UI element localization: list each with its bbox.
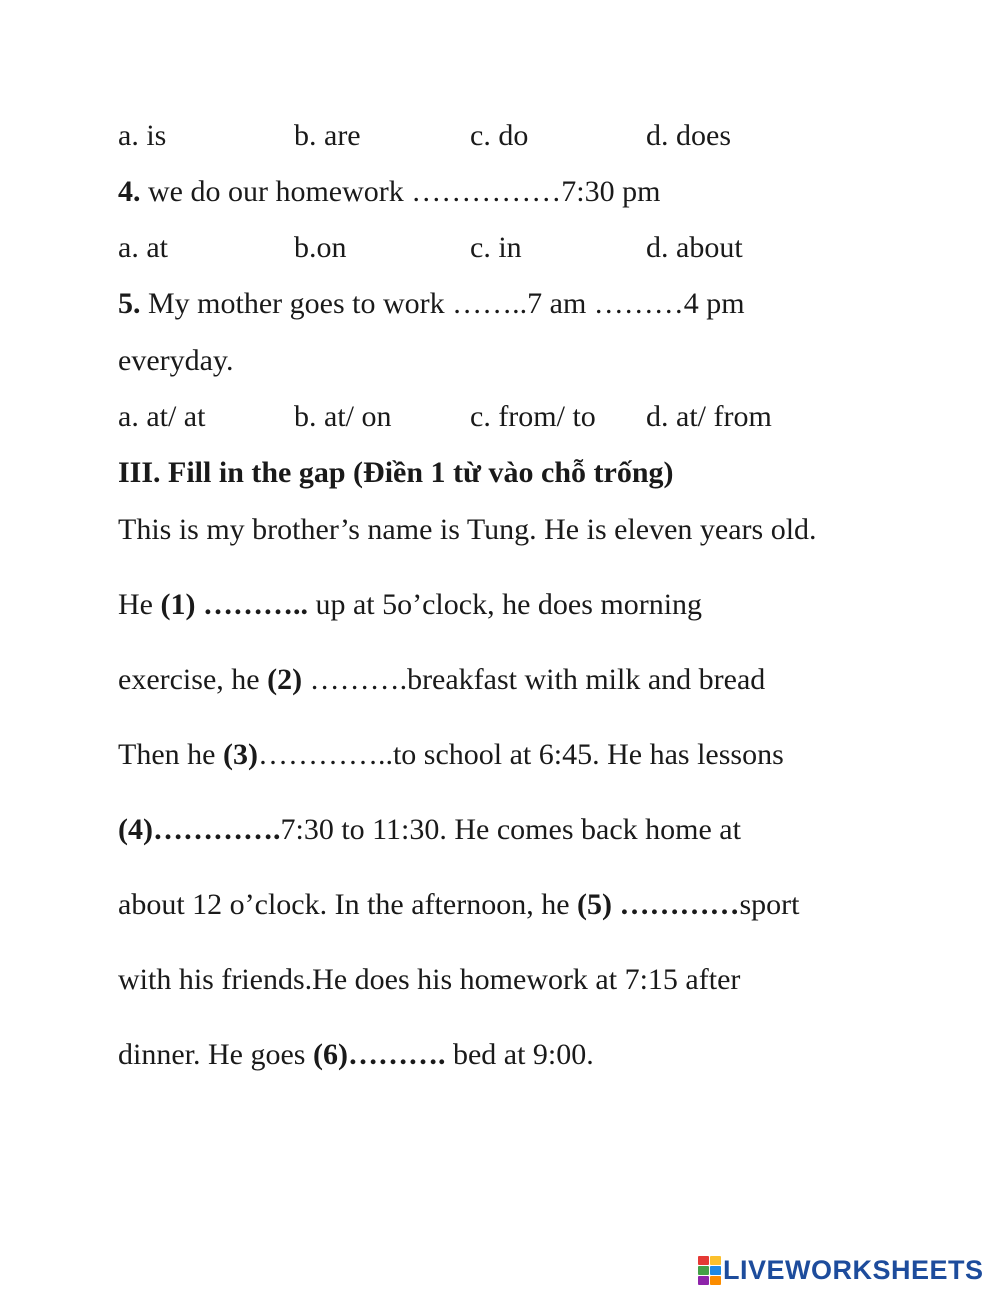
logo-text: LIVEWORKSHEETS xyxy=(723,1254,984,1285)
question-5-cont: everyday. xyxy=(118,344,234,377)
question-text: My mother goes to work ……..7 am ………4 pm xyxy=(140,287,745,320)
passage-line-5 xyxy=(118,812,741,848)
question-number: 5. xyxy=(118,287,141,320)
passage-text: dinner. He goes xyxy=(118,1038,313,1071)
blank-5[interactable]: (5) ………… xyxy=(577,888,740,921)
option-a[interactable]: a. is xyxy=(118,119,167,152)
option-c[interactable]: c. in xyxy=(470,231,522,264)
option-a[interactable]: a. at/ at xyxy=(118,400,206,433)
passage-text: exercise, he xyxy=(118,663,268,696)
option-b[interactable]: b. are xyxy=(294,119,361,152)
passage-text: up at 5o’clock, he does morning xyxy=(307,588,703,621)
passage-line-4 xyxy=(118,737,784,773)
passage-text: ……….breakfast with milk and bread xyxy=(302,663,766,696)
question-text: we do our homework ……………7:30 pm xyxy=(140,175,661,208)
question-4 xyxy=(118,174,660,210)
passage-text: about 12 o’clock. In the afternoon, he xyxy=(118,888,578,921)
blank-1[interactable]: (1) ……….. xyxy=(160,588,308,621)
passage-line-6 xyxy=(118,887,800,923)
liveworksheets-logo[interactable] xyxy=(698,1252,984,1288)
passage-line-1: This is my brother’s name is Tung. He is eleven years old. xyxy=(118,513,817,546)
logo-blocks-icon xyxy=(698,1256,720,1284)
passage-text: sport xyxy=(739,888,800,921)
blank-6[interactable]: (6)………. xyxy=(312,1038,446,1071)
option-c[interactable]: c. from/ to xyxy=(470,400,596,433)
option-c[interactable]: c. do xyxy=(470,119,529,152)
passage-text: bed at 9:00. xyxy=(445,1038,594,1071)
option-a[interactable]: a. at xyxy=(118,231,168,264)
blank-3[interactable]: (3) xyxy=(222,738,258,771)
question-number: 4. xyxy=(118,175,141,208)
passage-text: Then he xyxy=(118,738,223,771)
option-d[interactable]: d. about xyxy=(646,231,743,264)
option-d[interactable]: d. does xyxy=(646,119,731,152)
option-b[interactable]: b.on xyxy=(294,231,347,264)
question-5 xyxy=(118,286,745,322)
passage-text: He xyxy=(118,588,161,621)
option-b[interactable]: b. at/ on xyxy=(294,400,392,433)
passage-line-2 xyxy=(118,587,702,623)
passage-text: 7:30 to 11:30. He comes back home at xyxy=(280,813,741,846)
passage-text: …………..to school at 6:45. He has lessons xyxy=(257,738,784,771)
passage-line-7: with his friends.He does his homework at 7:15 after xyxy=(118,963,741,996)
blank-4[interactable]: (4)…………. xyxy=(118,813,281,846)
section-3-heading: III. Fill in the gap (Điền 1 từ vào chỗ trống) xyxy=(118,456,674,489)
passage-line-8 xyxy=(118,1037,594,1073)
option-d[interactable]: d. at/ from xyxy=(646,400,772,433)
passage-line-3 xyxy=(118,662,765,698)
blank-2[interactable]: (2) xyxy=(267,663,303,696)
